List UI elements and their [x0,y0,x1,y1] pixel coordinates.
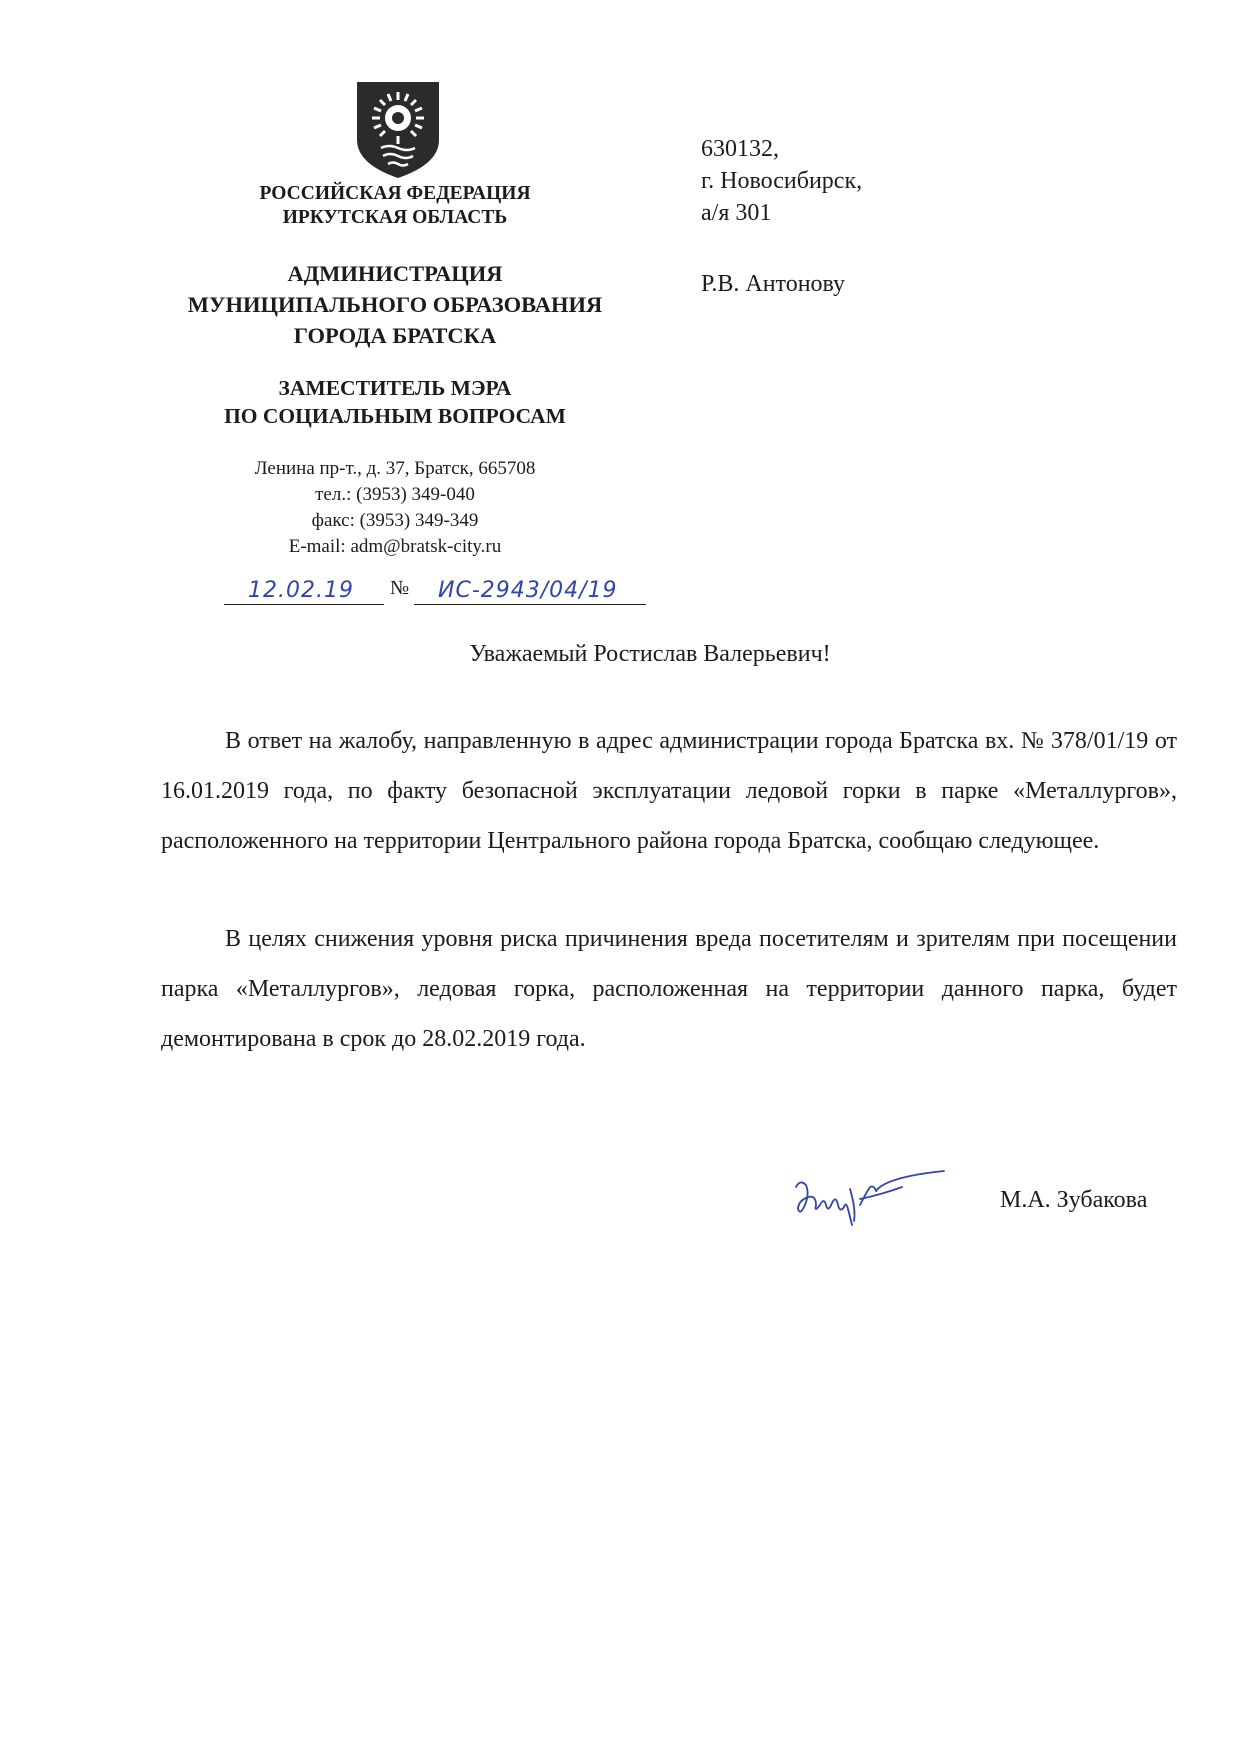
coat-of-arms-icon [351,80,445,180]
sender-phone: тел.: (3953) 349-040 [315,484,475,505]
signature-image [790,1165,950,1231]
admin-line-1: АДМИНИСТРАЦИЯ [287,261,503,286]
recipient-address [701,133,862,229]
region-heading [160,182,630,230]
administration-heading [120,258,670,351]
deputy-line-1: ЗАМЕСТИТЕЛЬ МЭРА [278,376,512,400]
recipient-address-line-1: 630132, [701,136,779,162]
body-paragraph-1: В ответ на жалобу, направленную в адрес администрации города Братска вх. № 378/01/19 от 16.01.2019 года, по факту безопасной эксплуатации ледовой горки в парке «Металлургов», расположенного на территории Центрального района города Братска, сообщаю следующее. [161,728,1177,854]
registration-date: 12.02.19 [248,578,354,603]
admin-line-3: ГОРОДА БРАТСКА [293,323,497,348]
sender-fax: факс: (3953) 349-349 [311,510,479,531]
admin-line-2: МУНИЦИПАЛЬНОГО ОБРАЗОВАНИЯ [187,292,603,317]
deputy-line-2: ПО СОЦИАЛЬНЫМ ВОПРОСАМ [224,404,566,428]
registration-date-line [224,574,384,605]
recipient-address-line-2: г. Новосибирск, [701,168,863,194]
recipient-address-line-3: а/я 301 [701,200,772,226]
recipient-name: Р.В. Антонову [701,271,846,297]
body-paragraph-2: В целях снижения уровня риска причинения вреда посетителям и зрителям при посещении парка «Металлургов», ледовая горка, расположенная на территории данного парка, будет демонтирована в срок до 28.02.2019 года. [161,926,1177,1052]
region-line-2: ИРКУТСКАЯ ОБЛАСТЬ [282,207,508,228]
registration-number-line [414,574,646,605]
registration-number: ИС-2943/04/19 [438,578,618,603]
sender-contacts [170,456,620,560]
sender-address: Ленина пр-т., д. 37, Братск, 665708 [254,458,536,479]
registration-number-sign: № [390,577,410,599]
deputy-heading [160,374,630,430]
salutation: Уважаемый Ростислав Валерьевич! [469,641,831,667]
signer-name: М.А. Зубакова [1000,1187,1148,1213]
region-line-1: РОССИЙСКАЯ ФЕДЕРАЦИЯ [259,183,531,204]
sender-email: E-mail: adm@bratsk-city.ru [288,536,502,557]
